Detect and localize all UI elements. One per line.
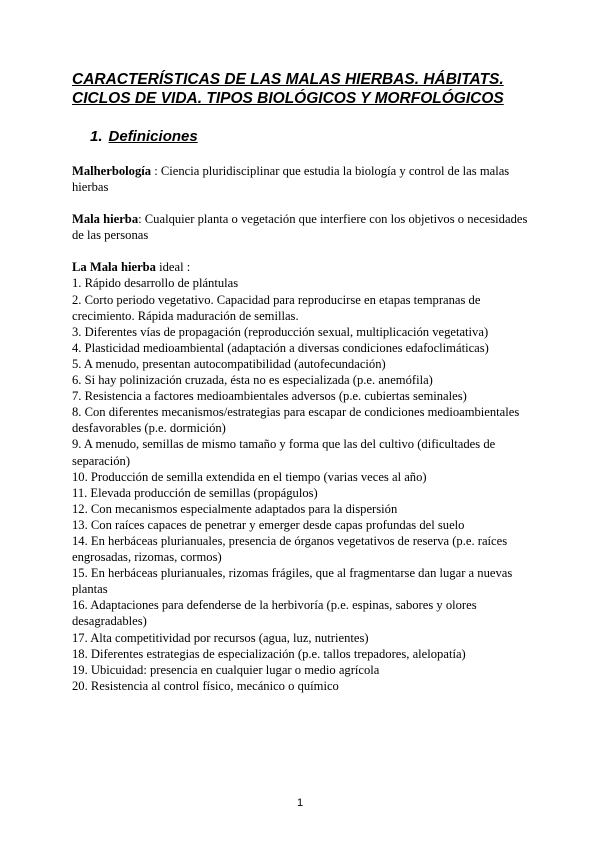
definition-term: Mala hierba — [72, 212, 139, 227]
trait-item: 12. Con mecanismos especialmente adaptados para la dispersión — [72, 501, 398, 516]
document-body — [72, 163, 532, 694]
section-heading — [90, 128, 198, 145]
trait-item: 10. Producción de semilla extendida en el tiempo (varias veces al año) — [72, 469, 427, 484]
trait-item: 8. Con diferentes mecanismos/estrategias para escapar de condiciones medioambientales desfavorables (p.e. dormición) — [72, 405, 520, 436]
definition-term: Malherbología — [72, 164, 152, 178]
trait-item: 6. Si hay polinización cruzada, ésta no es especializada (p.e. anemófila) — [72, 373, 433, 388]
definition-separator: : — [138, 212, 145, 227]
trait-item: 13. Con raíces capaces de penetrar y emerger desde capas profundas del suelo — [72, 517, 465, 532]
section-label: Definiciones — [108, 128, 198, 145]
trait-item: 1. Rápido desarrollo de plántulas — [72, 276, 239, 291]
trait-item: 15. En herbáceas plurianuales, rizomas frágiles, que al fragmentarse dan lugar a nuevas plantas — [72, 566, 513, 597]
trait-item: 2. Corto periodo vegetativo. Capacidad para reproducirse en etapas tempranas de crecimiento. Rápida maduración de semillas. — [72, 292, 481, 323]
ideal-term: La Mala hierba — [72, 260, 156, 275]
title-line-1: CARACTERÍSTICAS DE LAS MALAS HIERBAS. HÁBITATS. — [72, 71, 504, 88]
trait-item: 17. Alta competitividad por recursos (agua, luz, nutrientes) — [72, 630, 369, 645]
trait-item: 7. Resistencia a factores medioambientales adversos (p.e. cubiertas seminales) — [72, 389, 467, 404]
definition-malherbologia — [72, 163, 532, 195]
page-number: 1 — [296, 797, 304, 809]
ideal-suffix: ideal : — [155, 260, 191, 275]
traits-list — [72, 275, 532, 693]
trait-item: 20. Resistencia al control físico, mecánico o químico — [72, 678, 339, 693]
trait-item: 4. Plasticidad medioambiental (adaptación a diversas condiciones edafoclimáticas) — [72, 340, 489, 355]
trait-item: 3. Diferentes vías de propagación (reproducción sexual, multiplicación vegetativa) — [72, 324, 489, 339]
trait-item: 11. Elevada producción de semillas (propágulos) — [72, 485, 318, 500]
trait-item: 18. Diferentes estrategias de especialización (p.e. tallos trepadores, alelopatía) — [72, 646, 466, 661]
definition-mala-hierba — [72, 211, 532, 243]
ideal-weed-heading — [72, 259, 532, 275]
definition-separator: : — [151, 164, 161, 178]
trait-item: 14. En herbáceas plurianuales, presencia de órganos vegetativos de reserva (p.e. raíces engrosadas, rizomas, cormos) — [72, 533, 508, 565]
document-title — [72, 70, 542, 108]
trait-item: 9. A menudo, semillas de mismo tamaño y forma que las del cultivo (dificultades de separación) — [72, 437, 496, 468]
trait-item: 19. Ubicuidad: presencia en cualquier lugar o medio agrícola — [72, 662, 380, 677]
title-line-2: CICLOS DE VIDA. TIPOS BIOLÓGICOS Y MORFOLÓGICOS — [72, 90, 504, 107]
definition-text: Cualquier planta o vegetación que interfiere con los objetivos o necesidades de las personas — [72, 212, 528, 243]
definition-text: Ciencia pluridisciplinar que estudia la biología y control de las malas hierbas — [72, 164, 510, 195]
section-number: 1. — [90, 128, 103, 145]
trait-item: 5. A menudo, presentan autocompatibilidad (autofecundación) — [72, 356, 386, 371]
trait-item: 16. Adaptaciones para defenderse de la herbivoría (p.e. espinas, sabores y olores desagradables) — [72, 598, 477, 629]
